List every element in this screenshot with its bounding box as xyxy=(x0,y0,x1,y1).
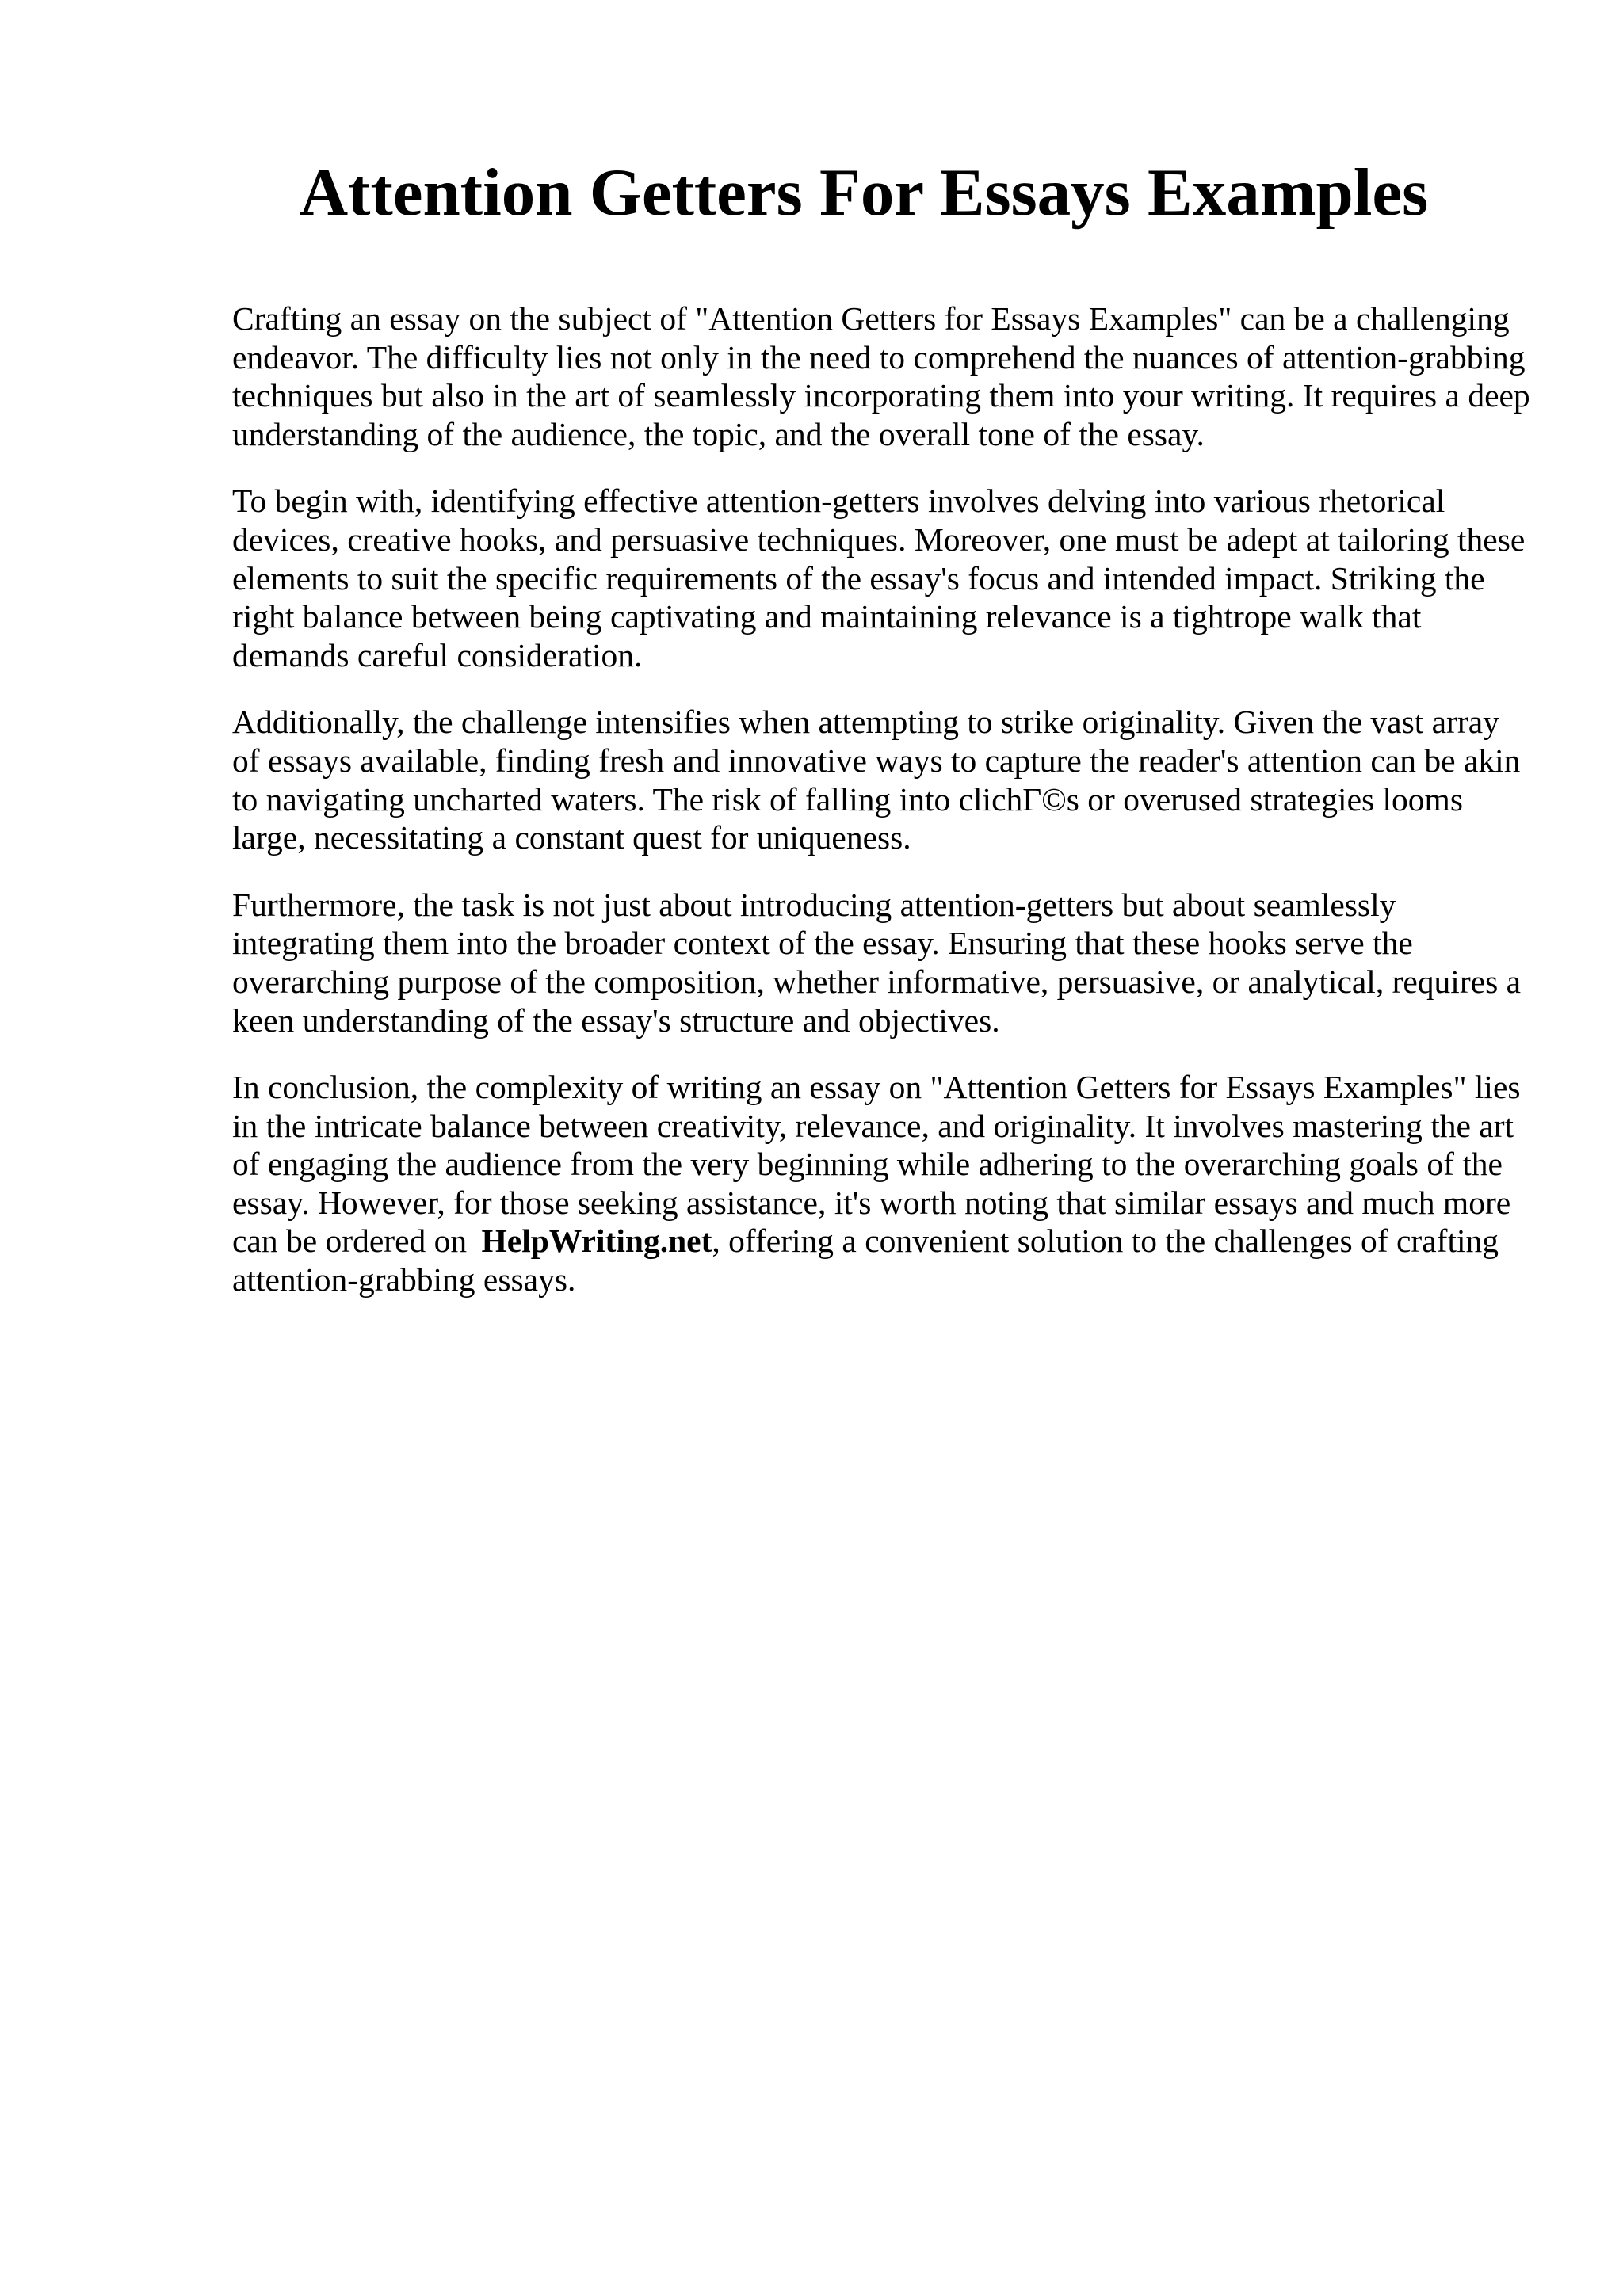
brand-link[interactable]: HelpWriting.net xyxy=(481,1222,712,1260)
paragraph-4: Furthermore, the task is not just about introducing attention-getters but about seamlessly integrating them into the broader context of the essay. Ensuring that these hooks serve the overarching purpose of the composition, whether informative, persuasive, or analytical, requires a keen understanding of the essay's structure and objectives. xyxy=(232,886,1522,1039)
paragraph-1: Crafting an essay on the subject of "Attention Getters for Essays Examples" can be a challenging endeavor. The difficulty lies not only in the need to comprehend the nuances of attention-grabbing techniques but also in the art of seamlessly incorporating them into your writing. It requires a deep understanding of the audience, the topic, and the overall tone of the essay. xyxy=(232,300,1530,452)
paragraph-2: To begin with, identifying effective attention-getters involves delving into various rhetorical devices, creative hooks, and persuasive techniques. Moreover, one must be adept at tailoring these elements to suit the specific requirements of the essay's focus and intended impact. Striking the right balance between being captivating and maintaining relevance is a tightrope walk that demands careful consideration. xyxy=(232,482,1526,673)
paragraph-conclusion xyxy=(232,1068,1532,1299)
essay-body xyxy=(232,299,1532,1328)
paragraph-3: Additionally, the challenge intensifies when attempting to strike originality. Given the vast array of essays available, finding fresh and innovative ways to capture the reader's attention can be akin to navigating uncharted waters. The risk of falling into clichΓ©s or overused strategies looms large, necessitating a constant quest for uniqueness. xyxy=(232,704,1521,856)
conclusion-tail: , offering a convenient solution to the challenges of crafting attention-grabbing essays. xyxy=(232,1222,1499,1299)
conclusion-text: In conclusion, the complexity of writing an essay on "Attention Getters for Essays Examples" lies in the intricate balance between creativity, relevance, and originality. It involves mastering the art of engaging the audience from the very beginning while adhering to the overarching goals of the essay. However, for those seeking assistance, it's worth noting that similar essays and much more can be ordered on xyxy=(232,1069,1521,1260)
page-title: Attention Getters For Essays Examples xyxy=(299,155,1429,230)
